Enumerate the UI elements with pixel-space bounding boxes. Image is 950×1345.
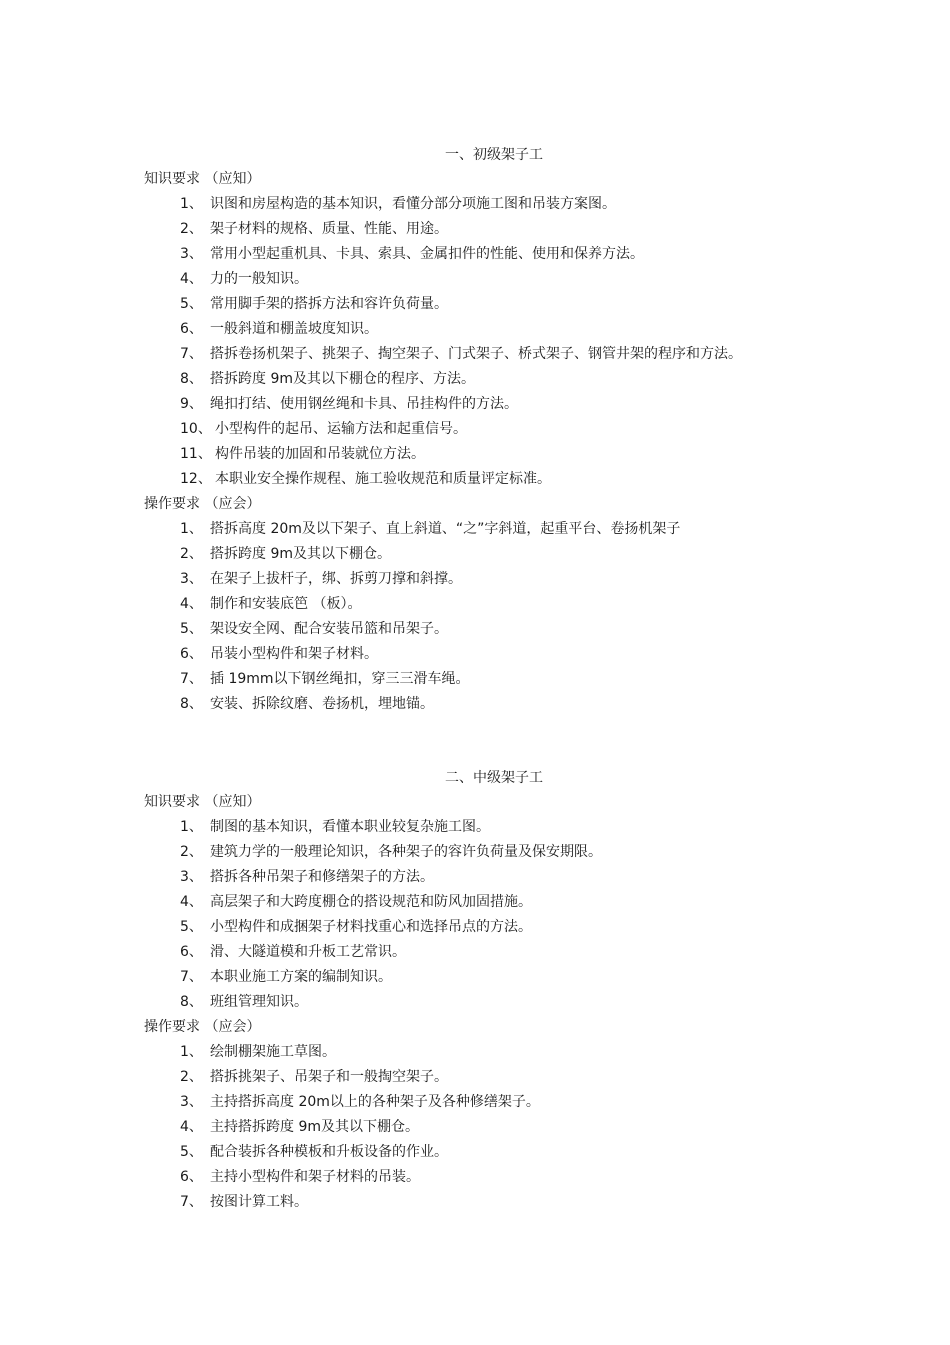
item-number: 1、 xyxy=(180,196,203,212)
item-number: 3、 xyxy=(180,246,203,262)
item-text: 搭拆跨度 9m及其以下棚仓的程序、方法。 xyxy=(210,371,475,387)
item-text: 构件吊装的加固和吊装就位方法。 xyxy=(215,446,425,462)
item-number: 2、 xyxy=(180,546,203,562)
list-item xyxy=(0,1090,950,1115)
item-number: 11、 xyxy=(180,446,212,462)
list-item xyxy=(0,990,950,1015)
item-text: 架设安全网、配合安装吊篮和吊架子。 xyxy=(210,621,448,637)
item-text: 常用小型起重机具、卡具、索具、金属扣件的性能、使用和保养方法。 xyxy=(210,246,644,262)
section-title: 一、初级架子工 xyxy=(445,147,543,163)
item-text: 搭拆高度 20m及以下架子、直上斜道、“之”字斜道，起重平台、卷扬机架子 xyxy=(210,521,681,537)
item-number: 9、 xyxy=(180,396,203,412)
item-number: 5、 xyxy=(180,296,203,312)
list-item xyxy=(0,1065,950,1090)
item-text: 力的一般知识。 xyxy=(210,271,308,287)
operation-requirements-label: 操作要求 （应会） xyxy=(144,496,261,512)
item-number: 2、 xyxy=(180,844,203,860)
item-text: 小型构件的起吊、运输方法和起重信号。 xyxy=(215,421,467,437)
item-text: 搭拆挑架子、吊架子和一般掏空架子。 xyxy=(210,1069,448,1085)
item-text: 制图的基本知识，看懂本职业较复杂施工图。 xyxy=(210,819,490,835)
item-number: 2、 xyxy=(180,1069,203,1085)
item-text: 制作和安装底笆 （板）。 xyxy=(210,596,362,612)
item-text: 在架子上拔杆子，绑、拆剪刀撑和斜撑。 xyxy=(210,571,462,587)
item-text: 本职业施工方案的编制知识。 xyxy=(210,969,392,985)
knowledge-list xyxy=(0,192,950,492)
list-item xyxy=(0,192,950,217)
list-item xyxy=(0,667,950,692)
item-number: 3、 xyxy=(180,571,203,587)
list-item xyxy=(0,915,950,940)
item-text: 高层架子和大跨度棚仓的搭设规范和防风加固措施。 xyxy=(210,894,532,910)
item-number: 6、 xyxy=(180,321,203,337)
list-item xyxy=(0,267,950,292)
item-text: 识图和房屋构造的基本知识，看懂分部分项施工图和吊装方案图。 xyxy=(210,196,616,212)
list-item xyxy=(0,1040,950,1065)
item-text: 小型构件和成捆架子材料找重心和选择吊点的方法。 xyxy=(210,919,532,935)
item-number: 1、 xyxy=(180,1044,203,1060)
list-item xyxy=(0,317,950,342)
list-item xyxy=(0,242,950,267)
item-text: 安装、拆除纹磨、卷扬机，埋地锚。 xyxy=(210,696,434,712)
list-item xyxy=(0,367,950,392)
item-number: 8、 xyxy=(180,994,203,1010)
item-text: 按图计算工料。 xyxy=(210,1194,308,1210)
item-text: 绘制棚架施工草图。 xyxy=(210,1044,336,1060)
item-text: 绳扣打结、使用钢丝绳和卡具、吊挂构件的方法。 xyxy=(210,396,518,412)
item-number: 4、 xyxy=(180,894,203,910)
item-number: 2、 xyxy=(180,221,203,237)
item-number: 6、 xyxy=(180,1169,203,1185)
list-item xyxy=(0,392,950,417)
list-item xyxy=(0,217,950,242)
list-item xyxy=(0,940,950,965)
item-number: 12、 xyxy=(180,471,212,487)
operation-requirements-label: 操作要求 （应会） xyxy=(144,1019,261,1035)
item-number: 4、 xyxy=(180,271,203,287)
item-text: 配合装拆各种模板和升板设备的作业。 xyxy=(210,1144,448,1160)
item-number: 1、 xyxy=(180,521,203,537)
item-text: 滑、大隧道模和升板工艺常识。 xyxy=(210,944,406,960)
section-title: 二、中级架子工 xyxy=(445,770,543,786)
list-item xyxy=(0,617,950,642)
list-item xyxy=(0,592,950,617)
list-item xyxy=(0,692,950,717)
list-item xyxy=(0,342,950,367)
list-item xyxy=(0,890,950,915)
list-item xyxy=(0,442,950,467)
operation-list xyxy=(0,517,950,717)
item-text: 本职业安全操作规程、施工验收规范和质量评定标准。 xyxy=(215,471,551,487)
list-item xyxy=(0,642,950,667)
list-item xyxy=(0,965,950,990)
item-number: 6、 xyxy=(180,944,203,960)
list-item xyxy=(0,1165,950,1190)
operation-list xyxy=(0,1040,950,1215)
item-text: 主持搭拆跨度 9m及其以下棚仓。 xyxy=(210,1119,419,1135)
item-text: 吊装小型构件和架子材料。 xyxy=(210,646,378,662)
item-number: 4、 xyxy=(180,1119,203,1135)
item-number: 4、 xyxy=(180,596,203,612)
knowledge-requirements-label: 知识要求 （应知） xyxy=(144,171,261,187)
list-item xyxy=(0,417,950,442)
item-text: 建筑力学的一般理论知识，各种架子的容许负荷量及保安期限。 xyxy=(210,844,602,860)
item-number: 5、 xyxy=(180,621,203,637)
list-item xyxy=(0,467,950,492)
list-item xyxy=(0,1190,950,1215)
list-item xyxy=(0,517,950,542)
list-item xyxy=(0,1140,950,1165)
item-number: 8、 xyxy=(180,371,203,387)
list-item xyxy=(0,542,950,567)
item-text: 搭拆卷扬机架子、挑架子、掏空架子、门式架子、桥式架子、钢管井架的程序和方法。 xyxy=(210,346,742,362)
section-junior xyxy=(0,143,950,717)
list-item xyxy=(0,840,950,865)
knowledge-list xyxy=(0,815,950,1015)
item-number: 10、 xyxy=(180,421,212,437)
item-text: 一般斜道和棚盖坡度知识。 xyxy=(210,321,378,337)
item-text: 插 19mm以下钢丝绳扣，穿三三滑车绳。 xyxy=(210,671,470,687)
item-number: 1、 xyxy=(180,819,203,835)
item-number: 7、 xyxy=(180,346,203,362)
item-number: 7、 xyxy=(180,671,203,687)
list-item xyxy=(0,292,950,317)
item-number: 5、 xyxy=(180,919,203,935)
list-item xyxy=(0,1115,950,1140)
item-text: 班组管理知识。 xyxy=(210,994,308,1010)
item-text: 主持小型构件和架子材料的吊装。 xyxy=(210,1169,420,1185)
knowledge-requirements-label: 知识要求 （应知） xyxy=(144,794,261,810)
item-text: 架子材料的规格、质量、性能、用途。 xyxy=(210,221,448,237)
section-intermediate xyxy=(0,766,950,1215)
list-item xyxy=(0,815,950,840)
item-number: 3、 xyxy=(180,1094,203,1110)
item-text: 搭拆跨度 9m及其以下棚仓。 xyxy=(210,546,391,562)
item-number: 7、 xyxy=(180,1194,203,1210)
list-item xyxy=(0,865,950,890)
list-item xyxy=(0,567,950,592)
item-number: 7、 xyxy=(180,969,203,985)
item-text: 搭拆各种吊架子和修缮架子的方法。 xyxy=(210,869,434,885)
item-number: 6、 xyxy=(180,646,203,662)
item-number: 8、 xyxy=(180,696,203,712)
item-number: 5、 xyxy=(180,1144,203,1160)
item-number: 3、 xyxy=(180,869,203,885)
item-text: 主持搭拆高度 20m以上的各种架子及各种修缮架子。 xyxy=(210,1094,540,1110)
item-text: 常用脚手架的搭拆方法和容许负荷量。 xyxy=(210,296,448,312)
